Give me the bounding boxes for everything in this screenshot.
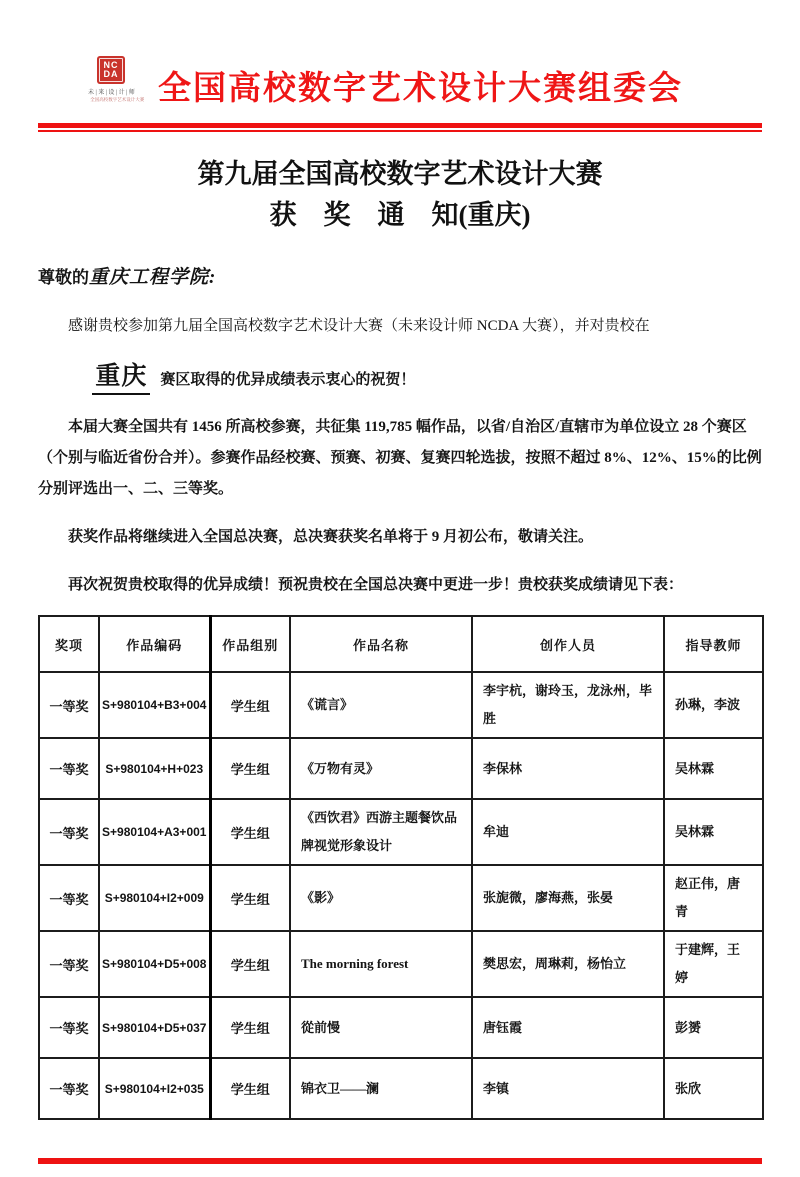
table-row [39,865,763,931]
title-line1: 第九届全国高校数字艺术设计大赛 [197,159,603,189]
column-header-award: 奖项 [39,616,99,672]
table-cell-award: 一等奖 [39,1058,99,1119]
table-row [39,931,763,997]
table-cell-group: 学生组 [210,1058,290,1119]
ncda-logo-icon [97,56,125,84]
salutation-school-name: 重庆工程学院: [89,267,217,288]
table-cell-creators: 李保林 [472,738,664,799]
table-cell-advisors: 孙琳，李波 [664,672,763,738]
table-cell-group: 学生组 [210,738,290,799]
title-line2: 获 奖 通 知(重庆) [269,200,531,230]
region-suffix: 赛区取得的优异成绩表示衷心的祝贺！ [160,372,416,388]
column-header-group: 作品组别 [210,616,290,672]
table-cell-advisors: 于建辉，王婷 [664,931,763,997]
ncda-logo [88,56,145,103]
column-header-code: 作品编码 [99,616,210,672]
paragraph-overview: 本届大赛全国共有 1456 所高校参赛，共征集 119,785 幅作品，以省/自治区/直辖市为单位设立 28 个赛区（个别与临近省份合并）。参赛作品经校赛、预赛、初赛、复赛四轮选拔，按照不超过 8%、12%、15%的比例分别评选出一、二、三等奖。 [38,419,762,497]
table-header-row [39,616,763,672]
table-cell-award: 一等奖 [39,672,99,738]
table-cell-award: 一等奖 [39,865,99,931]
table-cell-group: 学生组 [210,997,290,1058]
table-cell-advisors: 彭赟 [664,997,763,1058]
table-cell-work: 《谎言》 [290,672,472,738]
org-title: 全国高校数字艺术设计大赛组委会 [158,71,683,107]
table-row [39,799,763,865]
table-cell-award: 一等奖 [39,997,99,1058]
header-rule-thin [38,130,762,132]
table-cell-code: S+980104+I2+009 [99,865,210,931]
table-cell-group: 学生组 [210,799,290,865]
table-cell-creators: 李镇 [472,1058,664,1119]
table-cell-work: 《西饮君》西游主题餐饮品牌视觉形象设计 [290,799,472,865]
awards-table [38,615,764,1120]
table-cell-work: 從前慢 [290,997,472,1058]
table-cell-group: 学生组 [210,931,290,997]
table-cell-work: The morning forest [290,931,472,997]
table-row [39,997,763,1058]
column-header-advisors: 指导教师 [664,616,763,672]
award-notice-document [0,56,800,1177]
document-title [38,154,762,236]
table-cell-code: S+980104+D5+037 [99,997,210,1058]
table-cell-creators: 李宇杭，谢玲玉，龙泳州，毕胜 [472,672,664,738]
paragraph-finals: 获奖作品将继续进入全国总决赛，总决赛获奖名单将于 9 月初公布，敬请关注。 [68,529,594,545]
table-row [39,672,763,738]
org-header [88,56,762,109]
table-cell-code: S+980104+I2+035 [99,1058,210,1119]
table-cell-advisors: 赵正伟，唐青 [664,865,763,931]
table-cell-award: 一等奖 [39,738,99,799]
footer-rule [38,1158,762,1164]
page-content [0,56,800,1164]
column-header-creators: 创作人员 [472,616,664,672]
table-cell-code: S+980104+H+023 [99,738,210,799]
table-cell-creators: 牟迪 [472,799,664,865]
region-name: 重庆 [92,356,150,395]
table-cell-award: 一等奖 [39,931,99,997]
salutation-prefix: 尊敬的 [38,268,89,287]
table-cell-code: S+980104+D5+008 [99,931,210,997]
table-cell-advisors: 张欣 [664,1058,763,1119]
table-cell-award: 一等奖 [39,799,99,865]
table-cell-work: 锦衣卫——澜 [290,1058,472,1119]
table-cell-advisors: 吴林霖 [664,799,763,865]
table-cell-code: S+980104+B3+004 [99,672,210,738]
logo-monogram-bottom: DA [103,69,119,79]
table-cell-group: 学生组 [210,672,290,738]
table-row [39,1058,763,1119]
table-cell-creators: 樊思宏，周琳莉，杨怡立 [472,931,664,997]
table-cell-work: 《影》 [290,865,472,931]
table-cell-creators: 唐钰霞 [472,997,664,1058]
table-cell-creators: 张旎微，廖海燕，张晏 [472,865,664,931]
column-header-work: 作品名称 [290,616,472,672]
salutation [38,262,762,289]
table-cell-work: 《万物有灵》 [290,738,472,799]
header-divider [38,123,762,132]
table-row [39,738,763,799]
table-cell-group: 学生组 [210,865,290,931]
region-line [38,356,762,395]
logo-tagline: 未 | 来 | 设 | 计 | 师 [88,90,135,96]
table-cell-code: S+980104+A3+001 [99,799,210,865]
header-rule-thick [38,123,762,128]
paragraph-congrats: 再次祝贺贵校取得的优异成绩！预祝贵校在全国总决赛中更进一步！贵校获奖成绩请见下表： [68,577,684,593]
logo-monogram-top: NC [103,60,119,70]
logo-subtitle: 全国高校数字艺术设计大赛 [90,98,145,103]
table-cell-advisors: 吴林霖 [664,738,763,799]
paragraph-thanks: 感谢贵校参加第九届全国高校数字艺术设计大赛（未来设计师 NCDA 大赛），并对贵校在 [68,318,650,334]
